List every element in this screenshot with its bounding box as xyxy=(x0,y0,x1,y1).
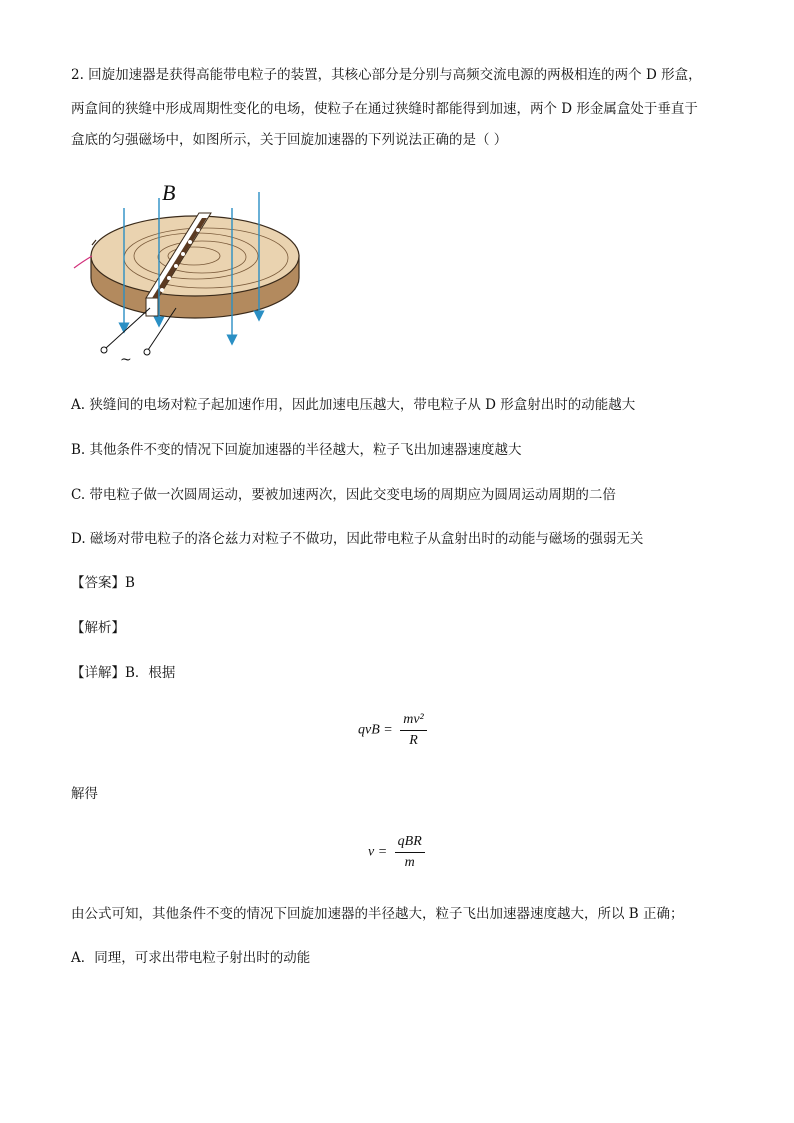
question-line-1: 2. 回旋加速器是获得高能带电粒子的装置，其核心部分是分别与高频交流电源的两极相连的两个 D 形盒， xyxy=(71,67,702,83)
formula-velocity-denominator: m xyxy=(404,855,415,870)
cyclotron-figure xyxy=(66,178,316,372)
formula-velocity xyxy=(368,834,425,871)
ac-symbol: ~ xyxy=(120,352,132,368)
analysis-heading: 【解析】 xyxy=(71,620,125,636)
question-line-2: 两盒间的狭缝中形成周期性变化的电场，使粒子在通过狭缝时都能得到加速，两个 D 形金属盒处于垂直于 xyxy=(71,101,698,117)
option-c: C. 带电粒子做一次圆周运动，要被加速两次，因此交变电场的周期应为圆周运动周期的二倍 xyxy=(71,487,616,503)
option-d: D. 磁场对带电粒子的洛仑兹力对粒子不做功，因此带电粒子从盒射出时的动能与磁场的强弱无关 xyxy=(71,531,644,547)
formula-lorentz-numerator: mv² xyxy=(400,712,427,731)
option-a: A. 狭缝间的电场对粒子起加速作用，因此加速电压越大，带电粒子从 D 形盒射出时的动能越大 xyxy=(71,397,636,413)
formula-velocity-numerator: qBR xyxy=(395,834,425,853)
formula-lorentz-lhs: qvB = xyxy=(358,722,393,738)
formula-lorentz-denominator: R xyxy=(409,733,418,748)
formula-lorentz-fraction xyxy=(400,712,427,749)
detail-line: 【详解】B．根据 xyxy=(71,665,176,681)
next-line: A．同理，可求出带电粒子射出时的动能 xyxy=(71,950,311,966)
question-line-3: 盒底的匀强磁场中，如图所示，关于回旋加速器的下列说法正确的是（ ） xyxy=(71,132,508,148)
formula-velocity-fraction xyxy=(395,834,425,871)
option-b: B. 其他条件不变的情况下回旋加速器的半径越大，粒子飞出加速器速度越大 xyxy=(71,442,522,458)
conclusion-line: 由公式可知，其他条件不变的情况下回旋加速器的半径越大，粒子飞出加速器速度越大，所以 B 正确； xyxy=(71,906,684,922)
answer-line: 【答案】B xyxy=(71,575,135,591)
formula-velocity-lhs: v = xyxy=(368,844,388,860)
field-label-b: B xyxy=(162,180,176,205)
formula-lorentz xyxy=(358,712,427,749)
solve-word: 解得 xyxy=(71,786,98,802)
